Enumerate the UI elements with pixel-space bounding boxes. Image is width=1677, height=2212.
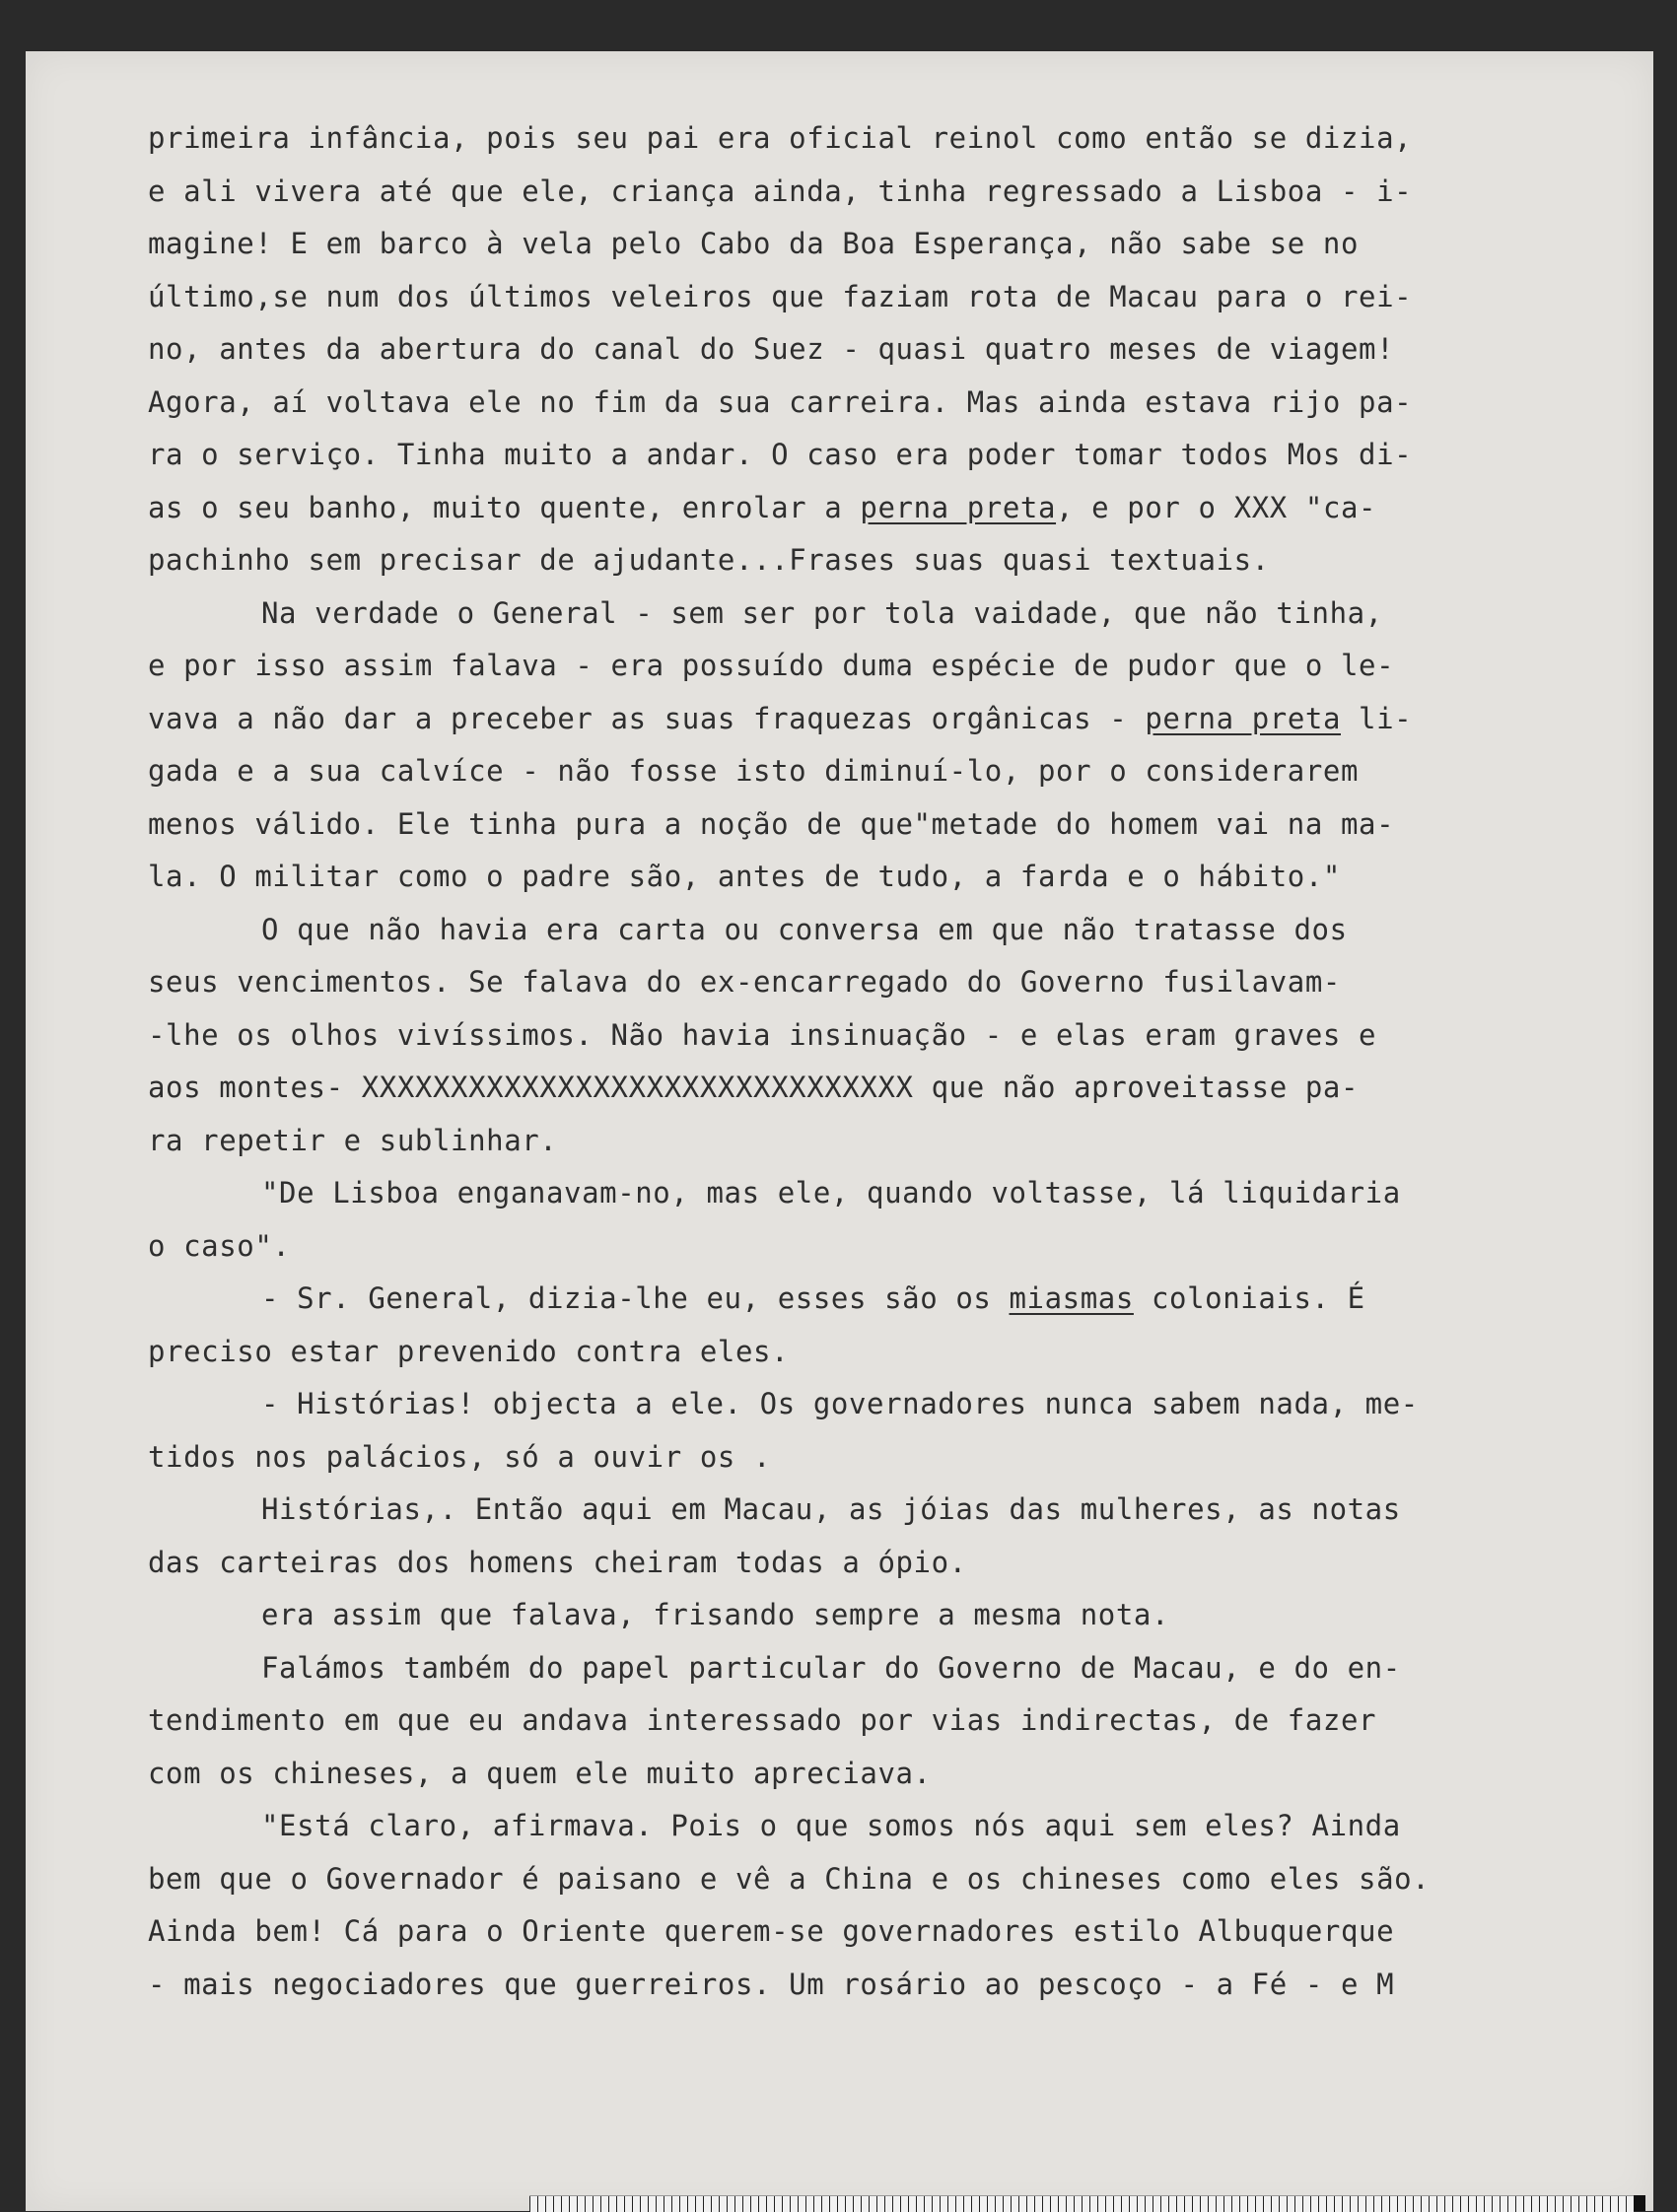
- text-line: [148, 956, 1553, 1009]
- document-body: [148, 112, 1553, 2011]
- text-line: [148, 1905, 1553, 1959]
- line-text: as o seu banho, muito quente, enrolar a: [148, 490, 861, 524]
- line-text: com os chineses, a quem ele muito apreciava.: [148, 1756, 932, 1790]
- text-line: [148, 693, 1553, 746]
- line-text: Agora, aí voltava ele no fim da sua carreira. Mas ainda estava rijo pa-: [148, 384, 1413, 419]
- line-text-after: li-: [1341, 701, 1413, 735]
- text-line: [148, 1273, 1553, 1326]
- text-line: [148, 377, 1553, 430]
- line-text: último,se num dos últimos veleiros que faziam rota de Macau para o rei-: [148, 279, 1413, 313]
- text-line: [148, 218, 1553, 271]
- text-line: [148, 482, 1553, 535]
- line-text: preciso estar prevenido contra eles.: [148, 1334, 790, 1368]
- text-line: [148, 1009, 1553, 1063]
- text-line: [148, 1431, 1553, 1485]
- line-text: das carteiras dos homens cheiram todas a ópio.: [148, 1545, 967, 1579]
- line-text: aos montes- XXXXXXXXXXXXXXXXXXXXXXXXXXXXXXX que não aproveitasse pa-: [148, 1071, 1360, 1104]
- line-text: pachinho sem precisar de ajudante...Frases suas quasi textuais.: [148, 543, 1270, 577]
- line-text: no, antes da abertura do canal do Suez - quasi quatro meses de viagem!: [148, 332, 1395, 366]
- text-line: [148, 1537, 1553, 1590]
- text-line: [148, 1589, 1553, 1642]
- line-text: - Sr. General, dizia-lhe eu, esses são os: [261, 1281, 1010, 1315]
- text-line: [148, 1326, 1553, 1379]
- line-text-after: , e por o XXX "ca-: [1056, 490, 1377, 524]
- line-text: Falámos também do papel particular do Governo de Macau, e do en-: [261, 1650, 1401, 1685]
- line-text: bem que o Governador é paisano e vê a China e os chineses como eles são.: [148, 1861, 1431, 1896]
- line-text: -lhe os olhos vivíssimos. Não havia insinuação - e elas eram graves e: [148, 1017, 1377, 1052]
- text-line: [148, 1378, 1553, 1431]
- underlined-text: miasmas: [1009, 1281, 1134, 1315]
- text-line: [148, 904, 1553, 957]
- text-line: [148, 640, 1553, 693]
- line-text: menos válido. Ele tinha pura a noção de que"metade do homem vai na ma-: [148, 806, 1395, 841]
- text-line: [148, 429, 1553, 482]
- text-line: [148, 271, 1553, 324]
- text-line: [148, 323, 1553, 377]
- line-text: "De Lisboa enganavam-no, mas ele, quando voltasse, lá liquidaria: [261, 1176, 1401, 1210]
- line-text: magine! E em barco à vela pelo Cabo da Boa Esperança, não sabe se no: [148, 227, 1360, 260]
- underlined-text: perna preta: [1145, 701, 1341, 735]
- line-text: o caso".: [148, 1228, 291, 1263]
- line-text: O que não havia era carta ou conversa em que não tratasse dos: [261, 912, 1348, 946]
- line-text: Na verdade o General - sem ser por tola vaidade, que não tinha,: [261, 595, 1383, 630]
- line-text: "Está claro, afirmava. Pois o que somos nós aqui sem eles? Ainda: [261, 1809, 1401, 1842]
- line-text: Histórias,. Então aqui em Macau, as jóias das mulheres, as notas: [261, 1492, 1401, 1526]
- text-line: [148, 1748, 1553, 1801]
- line-text: ra o serviço. Tinha muito a andar. O caso era poder tomar todos Mos di-: [148, 438, 1413, 471]
- line-text: ra repetir e sublinhar.: [148, 1123, 558, 1157]
- line-text: e ali vivera até que ele, criança ainda, tinha regressado a Lisboa - i-: [148, 173, 1413, 208]
- line-text-after: coloniais. É: [1133, 1281, 1365, 1315]
- text-line: [148, 1115, 1553, 1168]
- text-line: [148, 1694, 1553, 1748]
- line-text: la. O militar como o padre são, antes de tudo, a farda e o hábito.": [148, 860, 1341, 893]
- text-line: [148, 1800, 1553, 1853]
- text-line: [148, 1484, 1553, 1537]
- text-line: [148, 1959, 1553, 2012]
- line-text: e por isso assim falava - era possuído duma espécie de pudor que o le-: [148, 649, 1395, 682]
- text-line: [148, 166, 1553, 219]
- line-text: tidos nos palácios, só a ouvir os .: [148, 1439, 772, 1474]
- line-text: tendimento em que eu andava interessado por vias indirectas, de fazer: [148, 1703, 1377, 1737]
- line-text: - mais negociadores que guerreiros. Um rosário ao pescoço - a Fé - e M: [148, 1967, 1395, 2001]
- text-line: [148, 1220, 1553, 1274]
- underlined-text: perna preta: [860, 490, 1057, 524]
- text-line: [148, 1167, 1553, 1220]
- text-line: [148, 745, 1553, 798]
- text-line: [148, 534, 1553, 588]
- text-line: [148, 1853, 1553, 1906]
- line-text: primeira infância, pois seu pai era oficial reinol como então se dizia,: [148, 121, 1413, 155]
- line-text: - Histórias! objecta a ele. Os governadores nunca sabem nada, me-: [261, 1387, 1419, 1420]
- text-line: [148, 1642, 1553, 1695]
- line-text: gada e a sua calvíce - não fosse isto diminuí-lo, por o considerarem: [148, 754, 1360, 788]
- text-line: [148, 1062, 1553, 1115]
- text-line: [148, 588, 1553, 641]
- scale-ruler: [529, 2195, 1634, 2212]
- text-line: [148, 851, 1553, 904]
- line-text: Ainda bem! Cá para o Oriente querem-se governadores estilo Albuquerque: [148, 1914, 1395, 1948]
- text-line: [148, 798, 1553, 852]
- text-line: [148, 112, 1553, 166]
- line-text: era assim que falava, frisando sempre a mesma nota.: [261, 1598, 1170, 1631]
- line-text: seus vencimentos. Se falava do ex-encarregado do Governo fusilavam-: [148, 965, 1341, 999]
- line-text: vava a não dar a preceber as suas fraquezas orgânicas -: [148, 701, 1146, 735]
- scale-ruler-end: [1634, 2195, 1645, 2211]
